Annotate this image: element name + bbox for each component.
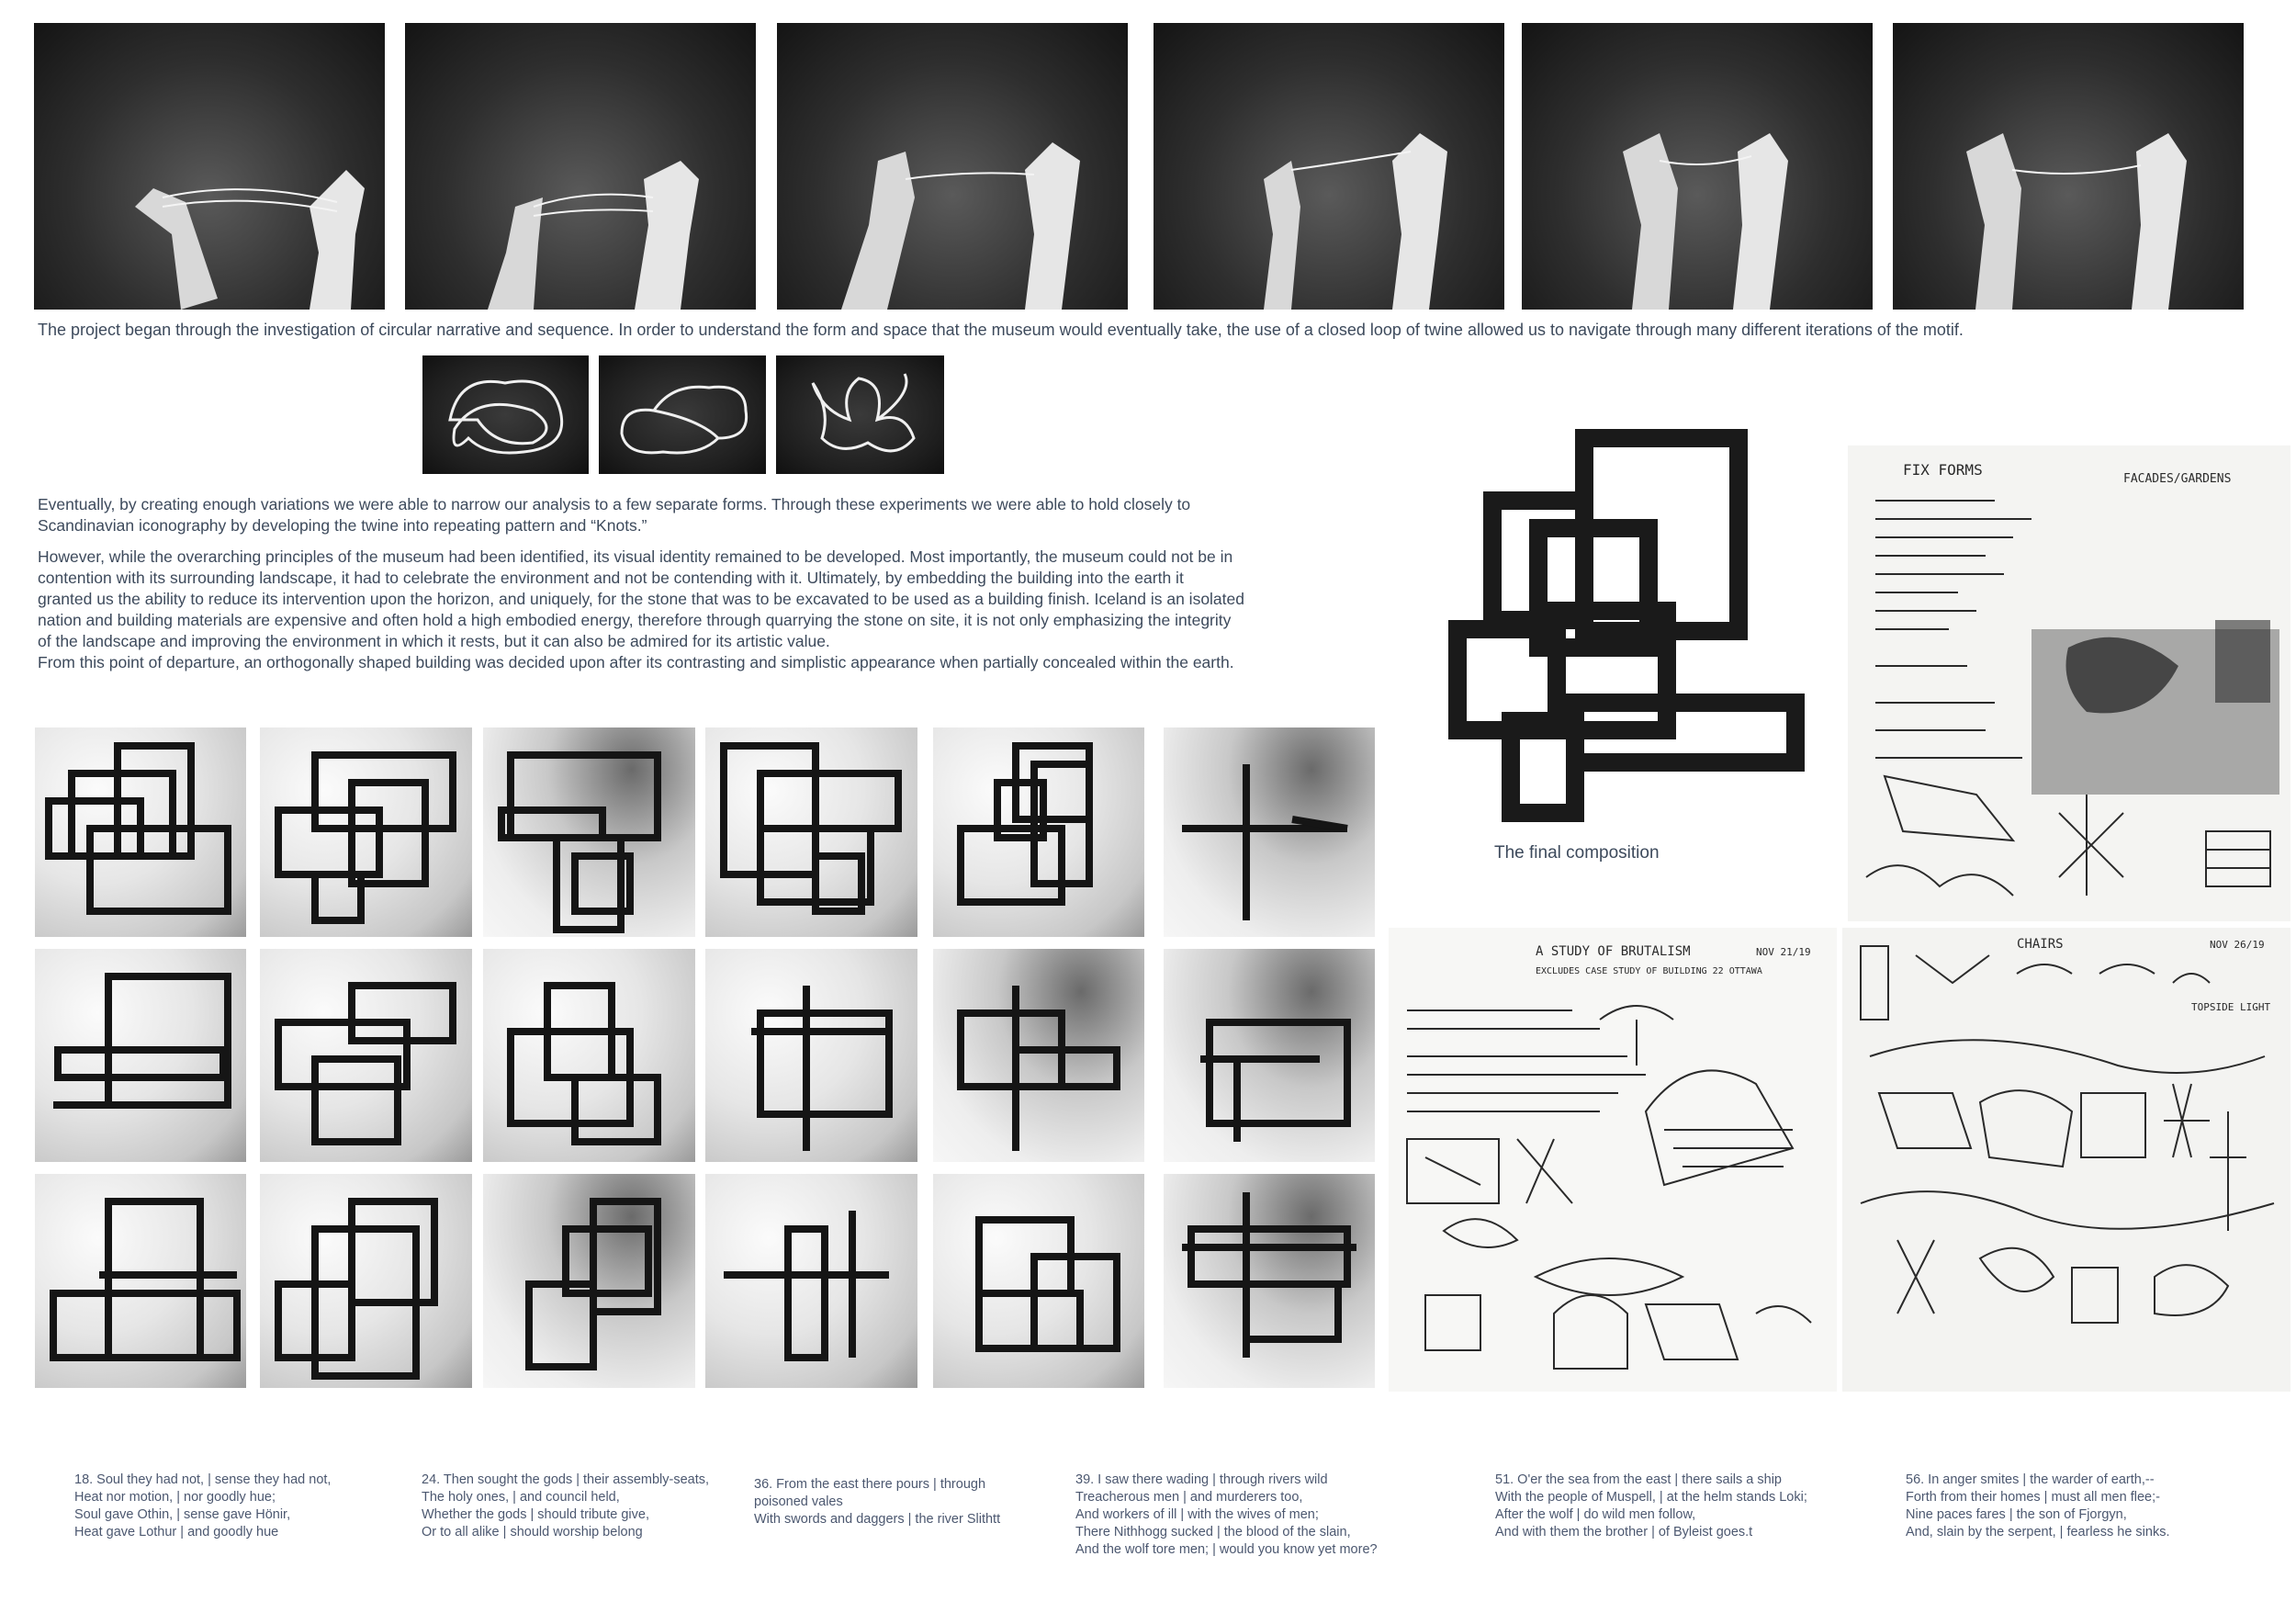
twine-photo-3 [777,23,1128,310]
poem-line: After the wolf | do wild men follow, [1495,1507,1696,1522]
poem-36 [754,1476,1000,1528]
poem-line: Nine paces fares | the son of Fjorgyn, [1906,1507,2127,1522]
analysis-p1-line-2: Scandinavian iconography by developing the twine into repeating pattern and “Knots.” [38,516,647,535]
poem-51 [1495,1472,1807,1541]
analysis-p2-line-2: contention with its surrounding landscape, it had to celebrate the environment and not be contending with it. Ultimately, by embedding the building into the earth it [38,569,1184,587]
sketch-fix-forms-heading: FIX FORMS [1903,461,1983,479]
poem-line: With swords and daggers | the river Slithtt [754,1512,1001,1527]
ink-knot-drawing-4 [705,727,917,937]
poem-line: And the wolf tore men; | would you know yet more? [1075,1542,1378,1557]
intro-paragraph: The project began through the investigation of circular narrative and sequence. In order to understand the form and space that the museum would eventually take, the use of a closed loop of twine allowed us to navigate through many different iterations of the motif. [38,321,1964,339]
ink-knot-drawing-14 [260,1174,472,1388]
poem-line: Treacherous men | and murderers too, [1075,1490,1303,1505]
analysis-p1-line-1: Eventually, by creating enough variations we were able to narrow our analysis to a few separate forms. Through these experiments we were able to hold closely to [38,495,1191,513]
sketch-chairs-heading: CHAIRS [2017,937,2064,952]
sketch-facades-heading: FACADES/GARDENS [2123,472,2232,486]
poem-line: poisoned vales [754,1494,843,1509]
analysis-p2-line-1: However, while the overarching principles of the museum had been identified, its visual identity remained to be developed. Most importantly, the museum could not be in [38,547,1233,566]
poem-line: With the people of Muspell, | at the helm stands Loki; [1495,1490,1807,1505]
analysis-p2-line-3: granted us the ability to reduce its intervention upon the horizon, and uniquely, for the stone that was to be excavated to be used as a building finish. Iceland is an isolated [38,590,1244,608]
sketchbook-page-fix-forms [1848,445,2290,921]
ink-knot-drawing-6 [1164,727,1375,937]
twine-loop-photo-2 [599,355,766,474]
poem-56 [1906,1472,2169,1541]
poem-line: 18. Soul they had not, | sense they had not, [74,1472,332,1487]
sketch-brutalism-date: NOV 21/19 [1756,946,1811,958]
sketch-brutalism-sub: EXCLUDES CASE STUDY OF BUILDING 22 OTTAWA [1536,966,1762,976]
poem-line: Soul gave Othin, | sense gave Hönir, [74,1507,291,1522]
poem-line: And with them the brother | of Byleist goes.t [1495,1525,1753,1539]
sketch-chairs-note: TOPSIDE LIGHT [2191,1001,2271,1013]
poem-line: 36. From the east there pours | through [754,1477,986,1492]
ink-knot-drawing-15 [483,1174,695,1388]
ink-knot-drawing-16 [705,1174,917,1388]
ink-knot-drawing-8 [260,949,472,1162]
poem-line: The holy ones, | and council held, [422,1490,620,1505]
ink-knot-drawing-12 [1164,949,1375,1162]
sketch-brutalism-heading: A STUDY OF BRUTALISM [1536,944,1691,959]
poem-line: 56. In anger smites | the warder of earth,-- [1906,1472,2155,1487]
final-composition-diagram [1446,427,1832,831]
poem-line: Or to all alike | should worship belong [422,1525,643,1539]
poem-line: And workers of ill | with the wives of men; [1075,1507,1319,1522]
poem-line: And, slain by the serpent, | fearless he sinks. [1906,1525,2170,1539]
poem-line: Heat gave Lothur | and goodly hue [74,1525,279,1539]
ink-knot-drawing-1 [35,727,246,937]
twine-photo-5 [1522,23,1873,310]
ink-knot-drawing-13 [35,1174,246,1388]
twine-photo-1 [34,23,385,310]
ink-knot-drawing-11 [933,949,1144,1162]
twine-photo-2 [405,23,756,310]
poem-line: Heat nor motion, | nor goodly hue; [74,1490,276,1505]
poem-18 [74,1472,331,1541]
sketchbook-page-brutalism [1389,928,1837,1392]
ink-knot-drawing-17 [933,1174,1144,1388]
analysis-p2-line-4: nation and building materials are expensive and often hold a high embodied energy, therefore through quarrying the stone on site, it is not only emphasizing the integrity [38,611,1232,629]
analysis-paragraph-1 [38,494,1415,536]
twine-photo-4 [1154,23,1504,310]
ink-knot-drawing-2 [260,727,472,937]
analysis-p2-line-6: From this point of departure, an orthogonally shaped building was decided upon after its contrasting and simplistic appearance when partially concealed within the earth. [38,653,1234,671]
sketch-chairs-date: NOV 26/19 [2210,939,2265,951]
poem-24 [422,1472,709,1541]
poem-line: 51. O'er the sea from the east | there sails a ship [1495,1472,1782,1487]
twine-photo-6 [1893,23,2244,310]
twine-loop-photo-3 [776,355,944,474]
poem-line: Whether the gods | should tribute give, [422,1507,649,1522]
poem-line: There Nithhogg sucked | the blood of the slain, [1075,1525,1351,1539]
ink-knot-drawing-10 [705,949,917,1162]
ink-knot-drawing-9 [483,949,695,1162]
twine-loop-photo-1 [422,355,589,474]
final-composition-caption: The final composition [1494,843,1660,863]
poem-line: Forth from their homes | must all men flee;- [1906,1490,2160,1505]
poem-line: 24. Then sought the gods | their assembly-seats, [422,1472,710,1487]
analysis-paragraph-2 [38,547,1415,673]
analysis-p2-line-5: of the landscape and improving the environment in which it rests, but it can also be admired for its artistic value. [38,632,830,650]
ink-knot-drawing-18 [1164,1174,1375,1388]
ink-knot-drawing-5 [933,727,1144,937]
ink-knot-drawing-3 [483,727,695,937]
ink-knot-drawing-7 [35,949,246,1162]
poem-39 [1075,1472,1378,1559]
sketchbook-page-chairs [1842,928,2290,1392]
poem-line: 39. I saw there wading | through rivers wild [1075,1472,1328,1487]
